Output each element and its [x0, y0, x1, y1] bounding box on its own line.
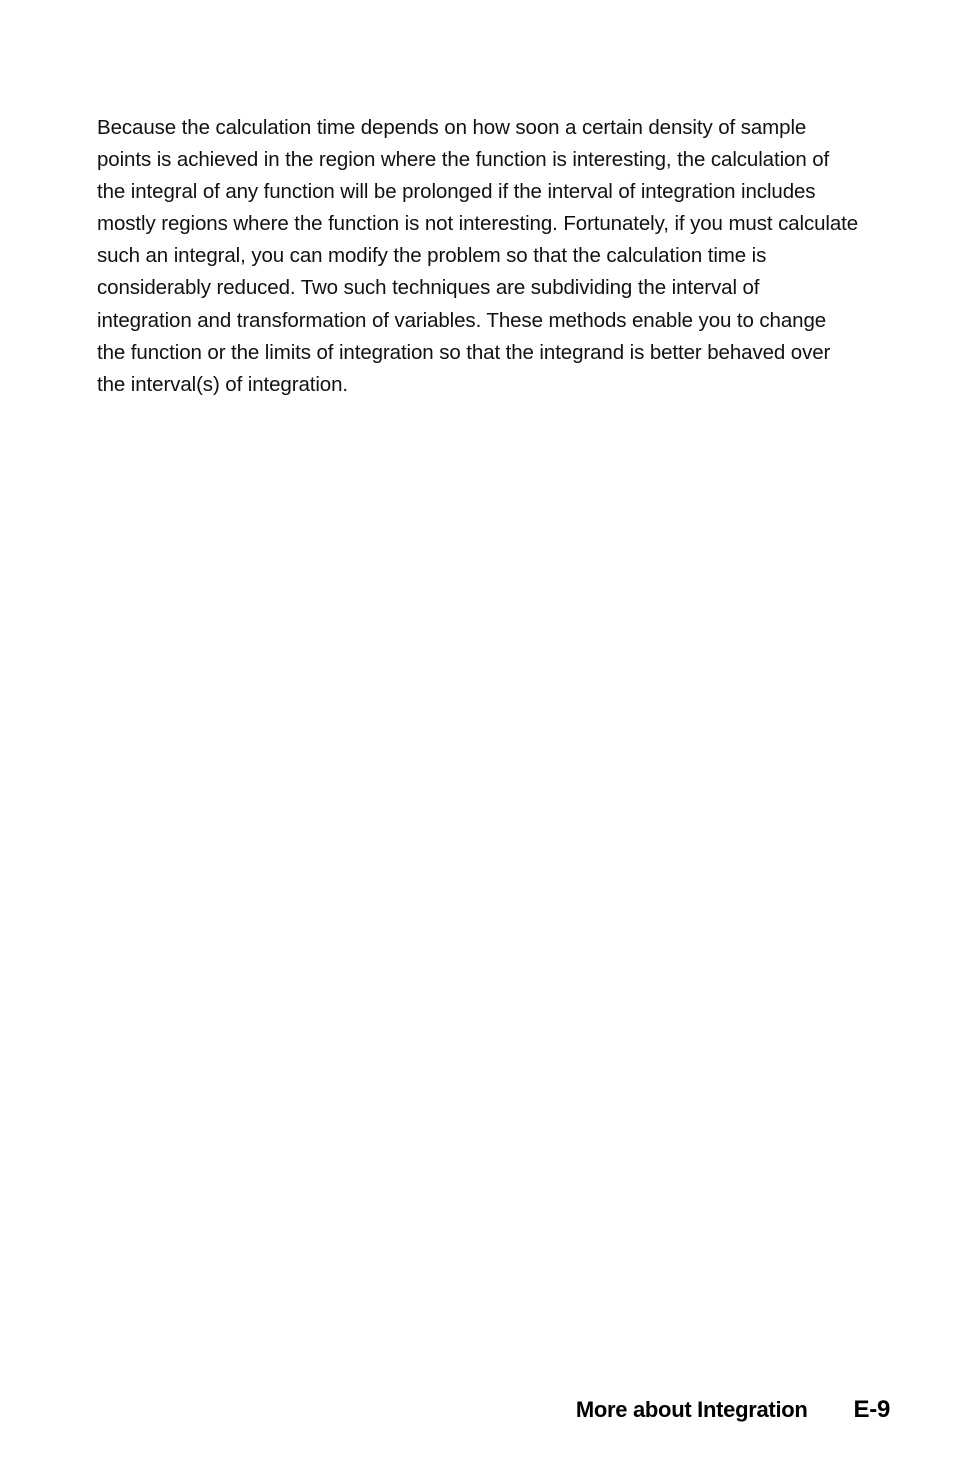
paragraph-line-6: considerably reduced. Two such techniques are subdividing the interval of [97, 276, 760, 300]
footer-section-title: More about Integration [575, 1397, 808, 1422]
paragraph-line-2: points is achieved in the region where the function is interesting, the calculation of [97, 148, 830, 172]
paragraph-line-7: integration and transformation of variables. These methods enable you to change [97, 308, 827, 332]
paragraph-line-5: such an integral, you can modify the problem so that the calculation time is [97, 244, 767, 268]
body-paragraph [97, 112, 889, 401]
paragraph-line-9: the interval(s) of integration. [97, 372, 348, 396]
paragraph-line-8: the function or the limits of integration so that the integrand is better behaved over [97, 340, 831, 364]
footer-page-number: E-9 [853, 1396, 890, 1423]
page-footer [576, 1396, 890, 1428]
paragraph-line-1: Because the calculation time depends on how soon a certain density of sample [97, 116, 807, 139]
paragraph-line-3: the integral of any function will be prolonged if the interval of integration includes [97, 180, 816, 204]
paragraph-line-4: mostly regions where the function is not interesting. Fortunately, if you must calculate [97, 212, 859, 236]
